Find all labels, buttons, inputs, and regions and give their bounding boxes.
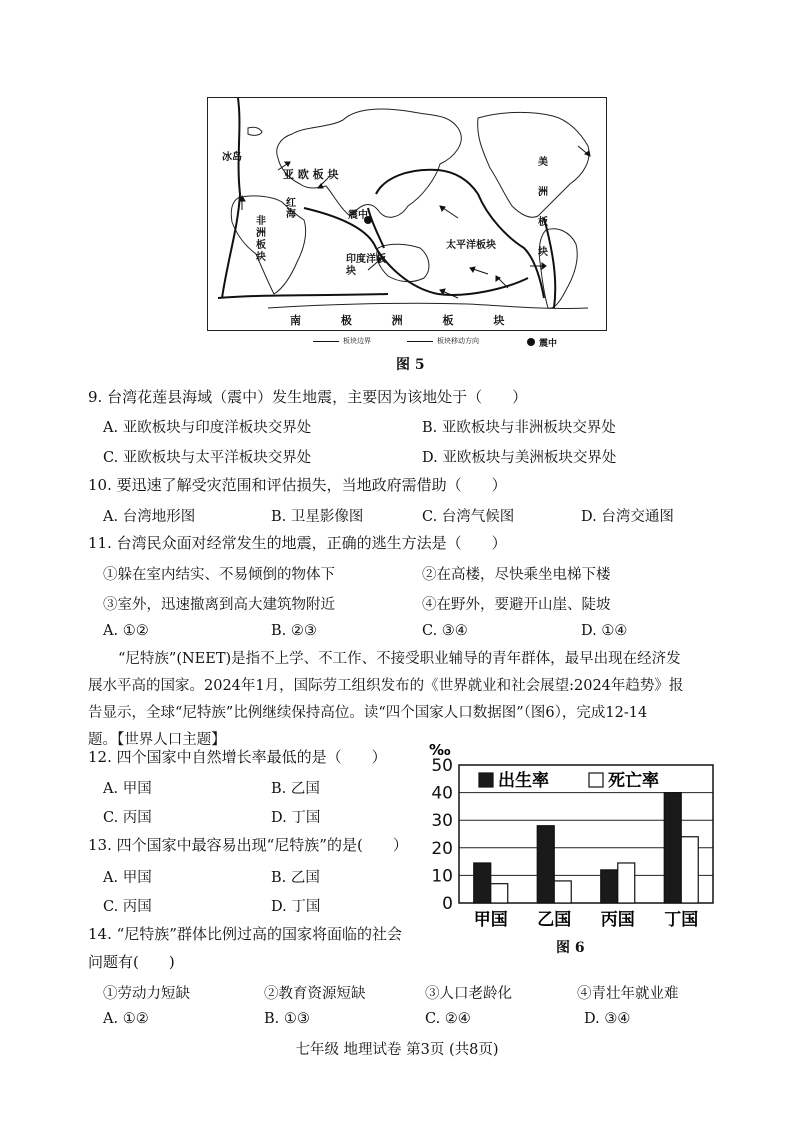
label-epicenter: 震中 (348, 210, 368, 221)
y-tick-label: 40 (431, 783, 453, 804)
q14-stem-line-1: 14. “尼特族”群体比例过高的国家将面临的社会 (88, 925, 402, 943)
label-iceland: 冰岛 (222, 152, 242, 163)
bar-death-rate (681, 837, 698, 903)
label-eurasian-plate: 亚 欧 板 块 (283, 168, 339, 181)
figure5-caption: 图 5 (396, 357, 425, 373)
x-category-label: 乙国 (537, 910, 572, 930)
q13-stem: 13. 四个国家中最容易出现“尼特族”的是( ） (88, 836, 408, 854)
plate-map (207, 97, 607, 331)
legend-label-birth-rate: 出生率 (498, 771, 549, 791)
passage-line-1: “尼特族”(NEET)是指不上学、不工作、不接受职业辅导的青年群体，最早出现在经济发 (118, 651, 681, 667)
legend-swatch-birth-rate (479, 773, 493, 787)
q13-option-c: C. 丙国 (103, 899, 152, 915)
x-category-label: 丁国 (664, 910, 699, 930)
figure6-caption: 图 6 (556, 940, 585, 956)
q11-statement-2: ②在高楼，尽快乘坐电梯下楼 (422, 567, 611, 583)
q14-option-d: D. ③④ (584, 1011, 631, 1027)
page-footer: 七年级 地理试卷 第3页 (共8页) (295, 1042, 499, 1058)
y-tick-label: 30 (431, 811, 453, 832)
q9-option-c: C. 亚欧板块与太平洋板块交界处 (103, 450, 312, 466)
q12-option-c: C. 丙国 (103, 810, 152, 826)
q14-statement-3: ③人口老龄化 (425, 986, 512, 1002)
iceland-outline (248, 127, 262, 135)
q10-stem: 10. 要迅速了解受灾范围和评估损失，当地政府需借助（ ） (88, 476, 507, 494)
q11-statement-1: ①躲在室内结实、不易倾倒的物体下 (103, 567, 335, 583)
label-american-plate: 美洲板块 (538, 157, 548, 258)
legend-boundary-line (313, 341, 339, 342)
q9-stem: 9. 台湾花莲县海域（震中）发生地震，主要因为该地处于（ ） (88, 388, 528, 406)
q11-option-a: A. ①② (103, 623, 149, 639)
bar-death-rate (618, 863, 635, 903)
antarctica-outline (268, 303, 588, 308)
q10-option-d: D. 台湾交通图 (581, 509, 674, 525)
q11-statement-4: ④在野外，要避开山崖、陡坡 (422, 597, 611, 613)
q12-stem: 12. 四个国家中自然增长率最低的是（ ） (88, 748, 387, 766)
y-tick-label: 0 (442, 894, 453, 914)
q9-option-b: B. 亚欧板块与非洲板块交界处 (422, 420, 616, 436)
q14-statement-2: ②教育资源短缺 (264, 986, 366, 1002)
q11-statement-3: ③室外，迅速撤离到高大建筑物附近 (103, 597, 335, 613)
passage-line-4: 题。【世界人口主题】 (88, 732, 226, 748)
passage-line-3: 告显示，全球“尼特族”比例继续保持高位。读“四个国家人口数据图”（图6），完成12-14 (88, 705, 648, 721)
q10-option-b: B. 卫星影像图 (271, 509, 364, 525)
q13-option-d: D. 丁国 (271, 899, 321, 915)
q9-option-d: D. 亚欧板块与美洲板块交界处 (422, 450, 617, 466)
y-tick-label: 10 (431, 866, 453, 887)
eurasia-outline (277, 109, 461, 217)
legend-swatch-death-rate (589, 773, 603, 787)
x-category-label: 丙国 (600, 910, 635, 930)
legend-direction-label: 板块移动方向 (437, 337, 479, 345)
bar-birth-rate (537, 826, 554, 903)
plate-boundary (376, 170, 544, 298)
legend-epicenter-dot (527, 338, 535, 346)
q13-option-b: B. 乙国 (271, 870, 320, 886)
label-pacific-plate: 太平洋板块 (446, 240, 496, 251)
q12-option-d: D. 丁国 (271, 810, 321, 826)
q11-option-b: B. ②③ (271, 623, 317, 639)
q13-option-a: A. 甲国 (103, 870, 152, 886)
label-african-plate: 非洲板块 (256, 216, 266, 263)
passage-line-2: 展水平高的国家。2024年1月，国际劳工组织发布的《世界就业和社会展望:2024年趋势》报 (88, 678, 684, 694)
q10-option-a: A. 台湾地形图 (103, 509, 196, 525)
q14-statement-4: ④青壮年就业难 (577, 986, 679, 1002)
q14-stem-line-2: 问题有( ) (88, 953, 175, 971)
q11-option-c: C. ③④ (422, 623, 468, 639)
q10-option-c: C. 台湾气候图 (422, 509, 515, 525)
legend-epicenter-label: 震中 (539, 339, 558, 349)
bar-death-rate (491, 884, 508, 903)
q11-option-d: D. ①④ (581, 623, 628, 639)
y-tick-label: 50 (431, 756, 453, 776)
bar-death-rate (554, 881, 571, 903)
legend-label-death-rate: 死亡率 (608, 771, 659, 791)
bar-birth-rate (664, 793, 681, 903)
y-tick-label: 20 (431, 838, 453, 859)
x-category-label: 甲国 (473, 910, 508, 930)
q14-option-b: B. ①③ (264, 1011, 310, 1027)
q11-stem: 11. 台湾民众面对经常发生的地震，正确的逃生方法是（ ） (88, 534, 507, 552)
legend-boundary-label: 板块边界 (343, 337, 371, 345)
q9-option-a: A. 亚欧板块与印度洋板块交界处 (103, 420, 312, 436)
legend-arrow-line (407, 341, 433, 342)
label-indian-ocean-plate: 印度洋板块 (346, 254, 386, 277)
q12-option-b: B. 乙国 (271, 781, 320, 797)
q12-option-a: A. 甲国 (103, 781, 152, 797)
population-chart (425, 735, 725, 935)
bar-birth-rate (601, 870, 618, 903)
q14-option-a: A. ①② (103, 1011, 149, 1027)
label-red-sea: 红海 (286, 198, 296, 220)
north-america-outline (478, 112, 589, 217)
q14-statement-1: ①劳动力短缺 (103, 986, 190, 1002)
label-antarctic-plate: 南 极 洲 板 块 (290, 314, 523, 327)
bar-birth-rate (474, 863, 491, 903)
plate-boundary (218, 294, 388, 298)
q14-option-c: C. ②④ (425, 1011, 471, 1027)
y-unit-label: ‰ (429, 741, 451, 759)
map-legend (313, 336, 603, 348)
